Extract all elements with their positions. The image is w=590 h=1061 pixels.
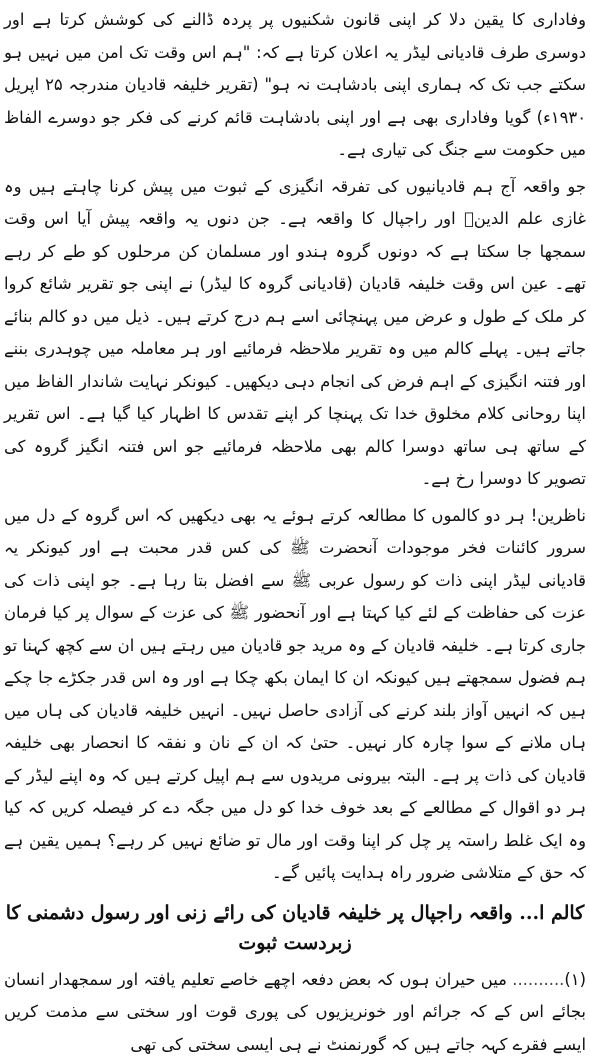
item-number: (۱) [564,970,586,989]
numbered-item [4,964,586,1061]
document-page [4,4,586,910]
column-heading: کالم ا... واقعہ راجپال پر خلیفہ قادیان کی رائے زنی اور رسول دشمنی کا زبردست ثبوت [4,898,586,958]
paragraph-readers-appeal: ناظرین! ہر دو کالموں کا مطالعہ کرتے ہوئے یہ بھی دیکھیں کہ اس گروہ کے دل میں سرور کائنات فخر موجودات آنحضرت ﷺ کی کس قدر محبت ہے اور کیونکر یہ قادیانی لیڈر اپنی ذات کو رسول عربی ﷺ سے افضل بتا رہا ہے۔ جو اپنی ذات کی عزت کی حفاظت کے لئے کیا کہتا ہے اور آنحضور ﷺ کی عزت کے سوال پر کیا فرمان جاری کرتا ہے۔ خلیفہ قادیان کے وہ مرید جو قادیان میں رہتے ہیں ان سے کچھ کہنا تو ہم فضول سمجھتے ہیں کیونکہ ان کا ایمان بکھ چکا ہے اور وہ اس قدر جکڑے جا چکے ہیں کہ انہیں آواز بلند کرنے کی آزادی حاصل نہیں۔ انہیں خلیفہ قادیان کی ہاں میں ہاں ملانے کے سوا چارہ کار نہیں۔ حتیٰ کہ ان کے نان و نفقہ کا انحصار بھی خلیفہ قادیان کی ذات پر ہے۔ البتہ بیرونی مریدوں سے ہم اپیل کرتے ہیں کہ وہ اپنے لیڈر کے ہر دو اقوال کے مطالعے کے بعد خوف خدا کو دل میں جگہ دے کر فیصلہ کریں کہ کیا وہ ایک غلط راستہ پر چل کر اپنا وقت اور مال تو ضائع نہیں کر رہے؟ ہمیں یقین ہے کہ حق کے متلاشی ضرور راہ ہدایت پائیں گے۔ [4,500,586,890]
paragraph-loyalty-claim: وفاداری کا یقین دلا کر اپنی قانون شکنیوں پر پردہ ڈالنے کی کوشش کرتا ہے اور دوسری طرف قادیانی لیڈر یہ اعلان کرتا ہے کہ: "ہم اس وقت تک امن میں نہیں ہو سکتے جب تک کہ ہماری اپنی بادشاہت نہ ہو" (تقریر خلیفہ قادیان مندرجہ ۲۵ اپریل ۱۹۳۰ء) گویا وفاداری بھی ہے اور اپنی بادشاہت قائم کرنے کی فکر جو دوسرے الفاظ میں حکومت سے جنگ کی تیاری ہے۔ [4,4,586,167]
leader-dots: .......... [512,970,564,989]
item-text: میں حیران ہوں کہ بعض دفعہ اچھے خاصے تعلیم یافتہ اور سمجھدار انسان بجائے اس کے کہ جرائم اور خونریزیوں کی پوری قوت اور سختی سے مذمت کریں ایسے فقرے کہہ جاتے ہیں کہ گورنمنٹ نے ہی ایسی سختی کی تھی [4,970,586,1054]
paragraph-rajpal-incident: جو واقعہ آج ہم قادیانیوں کی تفرقہ انگیزی کے ثبوت میں پیش کرنا چاہتے ہیں وہ غازی علم الدینؒ اور راجپال کا واقعہ ہے۔ جن دنوں یہ واقعہ پیش آیا اس وقت سمجھا جا سکتا ہے کہ دونوں گروہ ہندو اور مسلمان کن مرحلوں کو طے کر رہے تھے۔ عین اس وقت خلیفہ قادیان (قادیانی گروہ کا لیڈر) نے اپنی جو تقریر شائع کروا کر ملک کے طول و عرض میں پہنچائی اسے ہم درج کرتے ہیں۔ ذیل میں دو کالم بنائے جاتے ہیں۔ پہلے کالم میں وہ تقریر ملاحظہ فرمائیے اور ہر معاملہ میں چوہدری بننے اور فتنہ انگیزی کے اہم فرض کی انجام دہی دیکھیں۔ کیونکر نہایت شاندار الفاظ میں اپنا روحانی کلام مخلوق خدا تک پہنچا کر اپنے تقدس کا اظہار کیا گیا ہے۔ اس تقریر کے ساتھ ہی ساتھ دوسرا کالم بھی ملاحظہ فرمائیے جو اس فتنہ انگیز گروہ کی تصویر کا دوسرا رخ ہے۔ [4,171,586,496]
